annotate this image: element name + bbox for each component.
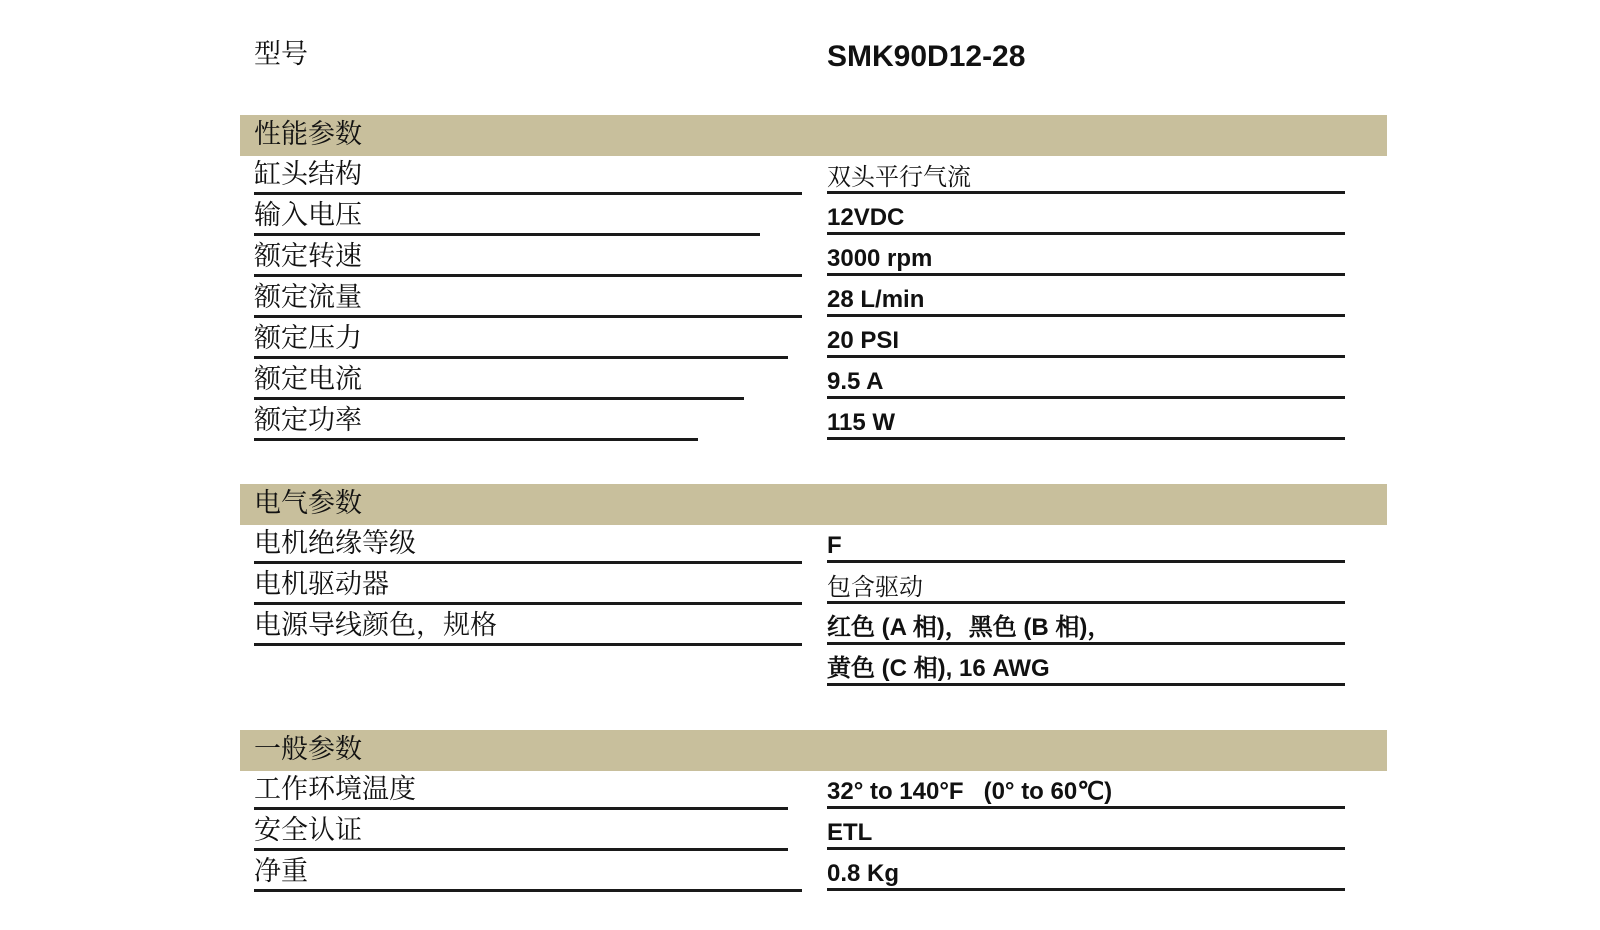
model-value: SMK90D12-28 <box>827 40 1026 73</box>
spec-label: 额定流量 <box>254 281 802 318</box>
spec-value: 包含驱动 <box>827 567 1345 604</box>
spec-value: 9.5 A <box>827 362 1345 399</box>
spec-value-continued: 黄色 (C 相), 16 AWG <box>827 649 1345 686</box>
section-title: 性能参数 <box>254 119 362 150</box>
spec-label: 安全认证 <box>254 814 788 851</box>
spec-label: 额定电流 <box>254 363 744 400</box>
spec-value: F <box>827 526 1345 563</box>
section-header-electrical <box>240 484 1387 525</box>
section-title: 一般参数 <box>254 734 362 765</box>
spec-value: 3000 rpm <box>827 239 1345 276</box>
spec-label: 电源导线颜色，规格 <box>254 609 802 646</box>
spec-value: 115 W <box>827 403 1345 440</box>
spec-label: 输入电压 <box>254 199 760 236</box>
section-header-general <box>240 730 1387 771</box>
spec-value: 20 PSI <box>827 321 1345 358</box>
spec-value: 红色 (A 相)，黑色 (B 相)， <box>827 608 1345 645</box>
spec-label: 电机绝缘等级 <box>254 527 802 564</box>
section-header-performance <box>240 115 1387 156</box>
spec-value: 双头平行气流 <box>827 157 1345 194</box>
spec-value: ETL <box>827 813 1345 850</box>
spec-label: 工作环境温度 <box>254 773 788 810</box>
section-title: 电气参数 <box>254 488 362 519</box>
spec-label: 净重 <box>254 855 802 892</box>
spec-value: 0.8 Kg <box>827 854 1345 891</box>
spec-label: 额定功率 <box>254 404 698 441</box>
spec-label: 电机驱动器 <box>254 568 802 605</box>
model-label: 型号 <box>254 39 308 70</box>
spec-label: 缸头结构 <box>254 158 802 195</box>
spec-value: 28 L/min <box>827 280 1345 317</box>
spec-label: 额定压力 <box>254 322 788 359</box>
spec-label: 额定转速 <box>254 240 802 277</box>
spec-value: 12VDC <box>827 198 1345 235</box>
spec-value: 32° to 140°F (0° to 60℃) <box>827 772 1345 809</box>
